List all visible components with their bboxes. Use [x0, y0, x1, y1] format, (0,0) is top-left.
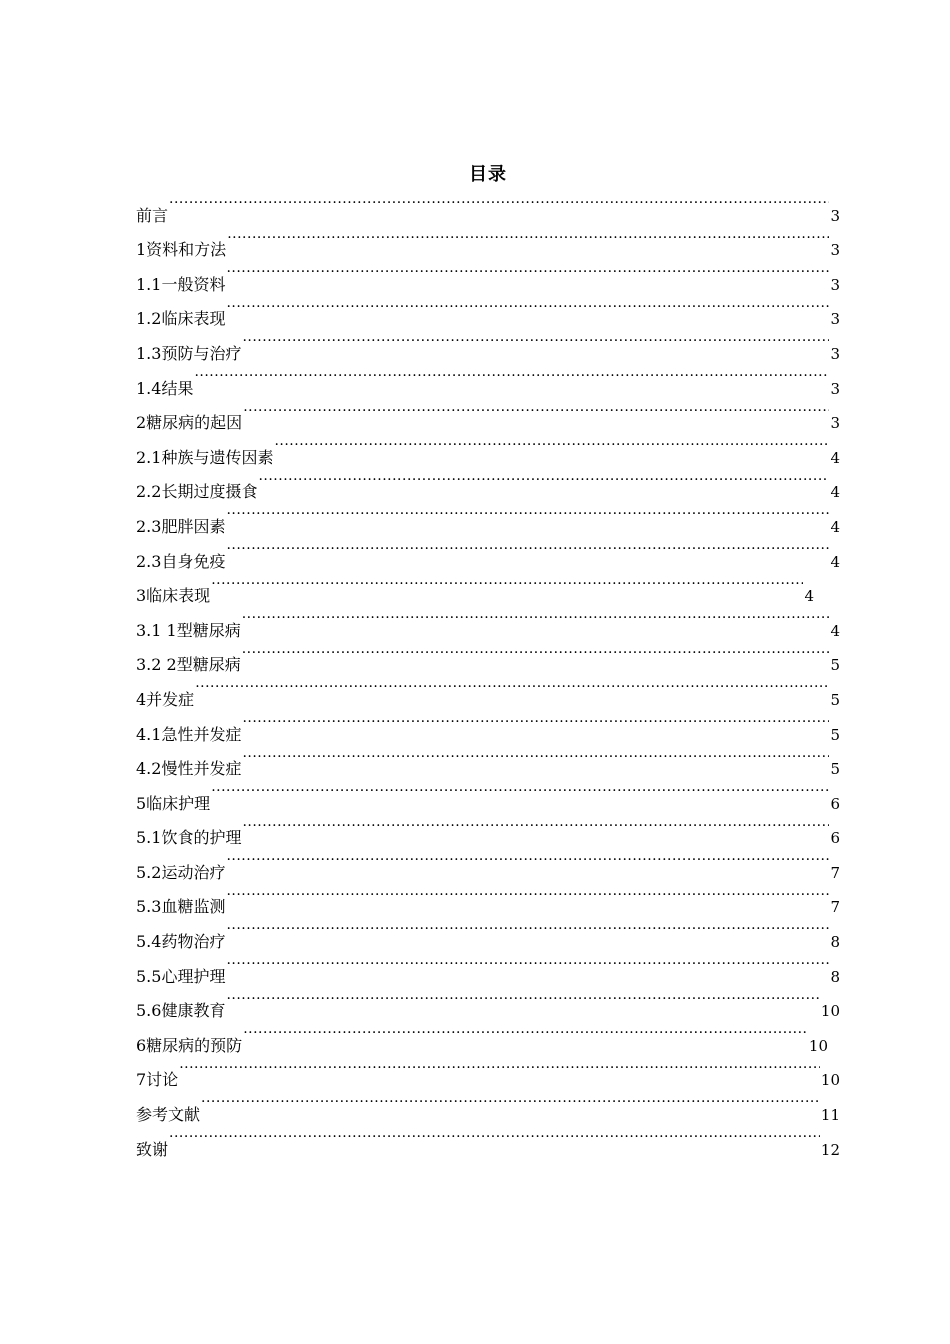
- toc-entry-page-number: 4: [830, 552, 840, 571]
- toc-entry-page-number: 12: [820, 1140, 840, 1159]
- toc-entry-label: 1.2临床表现: [136, 309, 226, 329]
- toc-entry[interactable]: [136, 1016, 840, 1055]
- toc-entry-label: 4.2慢性并发症: [136, 759, 242, 779]
- toc-leader-dots: [242, 740, 829, 775]
- toc-entry-page-number: 5: [830, 725, 840, 744]
- toc-entry[interactable]: [136, 740, 840, 779]
- toc-entry-label: 3.2 2型糖尿病: [136, 655, 241, 675]
- toc-entry-page-number: 6: [830, 829, 840, 848]
- toc-entry[interactable]: [136, 359, 840, 398]
- toc-entry-label: 5临床护理: [136, 793, 211, 813]
- toc-entry-page-number: 5: [830, 656, 840, 675]
- toc-leader-dots: [211, 567, 803, 602]
- toc-entry[interactable]: [136, 912, 840, 952]
- toc-entry-page-number: 7: [830, 898, 840, 917]
- toc-entry-label: 3临床表现: [136, 586, 211, 606]
- toc-entry-label: 前言: [136, 205, 169, 225]
- toc-leader-dots: [226, 843, 829, 878]
- toc-entry[interactable]: [136, 255, 840, 294]
- toc-entry-label: 1资料和方法: [136, 240, 227, 260]
- toc-leader-dots: [211, 774, 829, 809]
- toc-entry-page-number: 4: [830, 448, 840, 467]
- toc-leader-dots: [169, 1120, 820, 1155]
- toc-leader-dots: [242, 601, 830, 636]
- toc-entry-page-number: 5: [830, 760, 840, 779]
- toc-entry-page-number: 3: [830, 414, 840, 433]
- toc-entry[interactable]: [136, 1120, 840, 1159]
- toc-entry[interactable]: [136, 705, 840, 744]
- toc-entry-page-number: 3: [830, 344, 840, 363]
- toc-leader-dots: [179, 1051, 820, 1086]
- toc-entry-label: 参考文献: [136, 1105, 201, 1125]
- toc-leader-dots: [201, 1085, 820, 1120]
- toc-entry-page-number: 3: [830, 241, 840, 260]
- toc-entry-label: 2.3肥胖因素: [136, 516, 226, 536]
- toc-entry-page-number: 3: [830, 310, 840, 329]
- toc-entry[interactable]: [136, 324, 840, 363]
- toc-entry-label: 5.3血糖监测: [136, 897, 226, 917]
- toc-leader-dots: [195, 670, 829, 705]
- toc-entry-page-number: 3: [830, 379, 840, 398]
- toc-entry-label: 2.2长期过度摄食: [136, 482, 258, 502]
- toc-entry[interactable]: [136, 290, 840, 329]
- toc-leader-dots: [226, 947, 829, 982]
- toc-leader-dots: [226, 532, 829, 567]
- toc-entry[interactable]: [136, 843, 840, 882]
- toc-entry-label: 5.6健康教育: [136, 1001, 226, 1021]
- toc-entry[interactable]: [136, 497, 840, 536]
- toc-entry[interactable]: [136, 186, 840, 225]
- toc-entry-page-number: 3: [830, 206, 840, 225]
- toc-leader-dots: [242, 324, 829, 359]
- toc-entry-page-number: 8: [830, 933, 840, 952]
- toc-title: 目录: [469, 164, 507, 185]
- toc-entry-label: 2.3自身免疫: [136, 551, 226, 571]
- toc-entry[interactable]: [136, 1051, 840, 1090]
- toc-entry[interactable]: [136, 601, 840, 640]
- toc-list: [136, 186, 840, 1159]
- toc-entry[interactable]: [136, 670, 840, 709]
- toc-leader-dots: [227, 221, 829, 256]
- toc-entry[interactable]: [136, 982, 840, 1021]
- toc-entry-page-number: 4: [830, 483, 840, 502]
- toc-leader-dots: [258, 463, 829, 498]
- toc-leader-dots: [274, 428, 829, 463]
- toc-leader-dots: [226, 290, 829, 325]
- toc-entry-page-number: 11: [820, 1106, 840, 1125]
- toc-entry-label: 2糖尿病的起因: [136, 413, 243, 433]
- toc-entry[interactable]: [136, 1085, 840, 1125]
- toc-entry[interactable]: [136, 221, 840, 260]
- toc-leader-dots: [243, 394, 829, 429]
- toc-entry-page-number: 5: [830, 690, 840, 709]
- toc-leader-dots: [242, 636, 830, 671]
- toc-entry[interactable]: [136, 947, 840, 986]
- toc-entry-page-number: 7: [830, 863, 840, 882]
- toc-leader-dots: [169, 186, 829, 221]
- toc-entry-label: 1.3预防与治疗: [136, 343, 242, 363]
- toc-leader-dots: [226, 912, 829, 947]
- toc-entry-label: 3.1 1型糖尿病: [136, 620, 241, 640]
- toc-entry[interactable]: [136, 636, 840, 675]
- toc-entry-page-number: 4: [830, 517, 840, 536]
- toc-entry[interactable]: [136, 394, 840, 433]
- toc-entry-page-number: 10: [820, 1002, 840, 1021]
- toc-entry-page-number: 3: [830, 275, 840, 294]
- toc-entry-label: 6糖尿病的预防: [136, 1035, 243, 1055]
- toc-entry-label: 2.1种族与遗传因素: [136, 447, 274, 467]
- toc-entry[interactable]: [136, 878, 840, 917]
- toc-leader-dots: [226, 878, 829, 913]
- toc-leader-dots: [242, 705, 829, 740]
- toc-leader-dots: [194, 359, 829, 394]
- toc-entry-label: 致谢: [136, 1139, 169, 1159]
- toc-entry-label: 5.2运动治疗: [136, 862, 226, 882]
- toc-entry-label: 7讨论: [136, 1070, 179, 1090]
- toc-entry[interactable]: [136, 567, 840, 606]
- toc-entry-label: 5.4药物治疗: [136, 932, 226, 952]
- toc-leader-dots: [243, 1016, 808, 1051]
- toc-entry-page-number: 10: [808, 1036, 828, 1055]
- toc-entry-page-number: 8: [830, 967, 840, 986]
- toc-entry[interactable]: [136, 809, 840, 848]
- toc-leader-dots: [226, 982, 819, 1017]
- toc-entry-label: 1.1一般资料: [136, 274, 226, 294]
- toc-entry-page-number: 10: [820, 1071, 840, 1090]
- toc-entry-label: 1.4结果: [136, 378, 194, 398]
- toc-leader-dots: [226, 497, 829, 532]
- toc-entry-label: 4并发症: [136, 689, 195, 709]
- toc-entry-label: 4.1急性并发症: [136, 724, 242, 744]
- toc-entry-label: 5.1饮食的护理: [136, 828, 242, 848]
- toc-entry[interactable]: [136, 532, 840, 571]
- toc-leader-dots: [226, 255, 829, 290]
- toc-entry[interactable]: [136, 774, 840, 813]
- toc-entry-page-number: 6: [830, 794, 840, 813]
- toc-entry-page-number: 4: [830, 621, 840, 640]
- toc-entry-label: 5.5心理护理: [136, 966, 226, 986]
- toc-entry-page-number: 4: [804, 587, 814, 606]
- toc-leader-dots: [242, 809, 829, 844]
